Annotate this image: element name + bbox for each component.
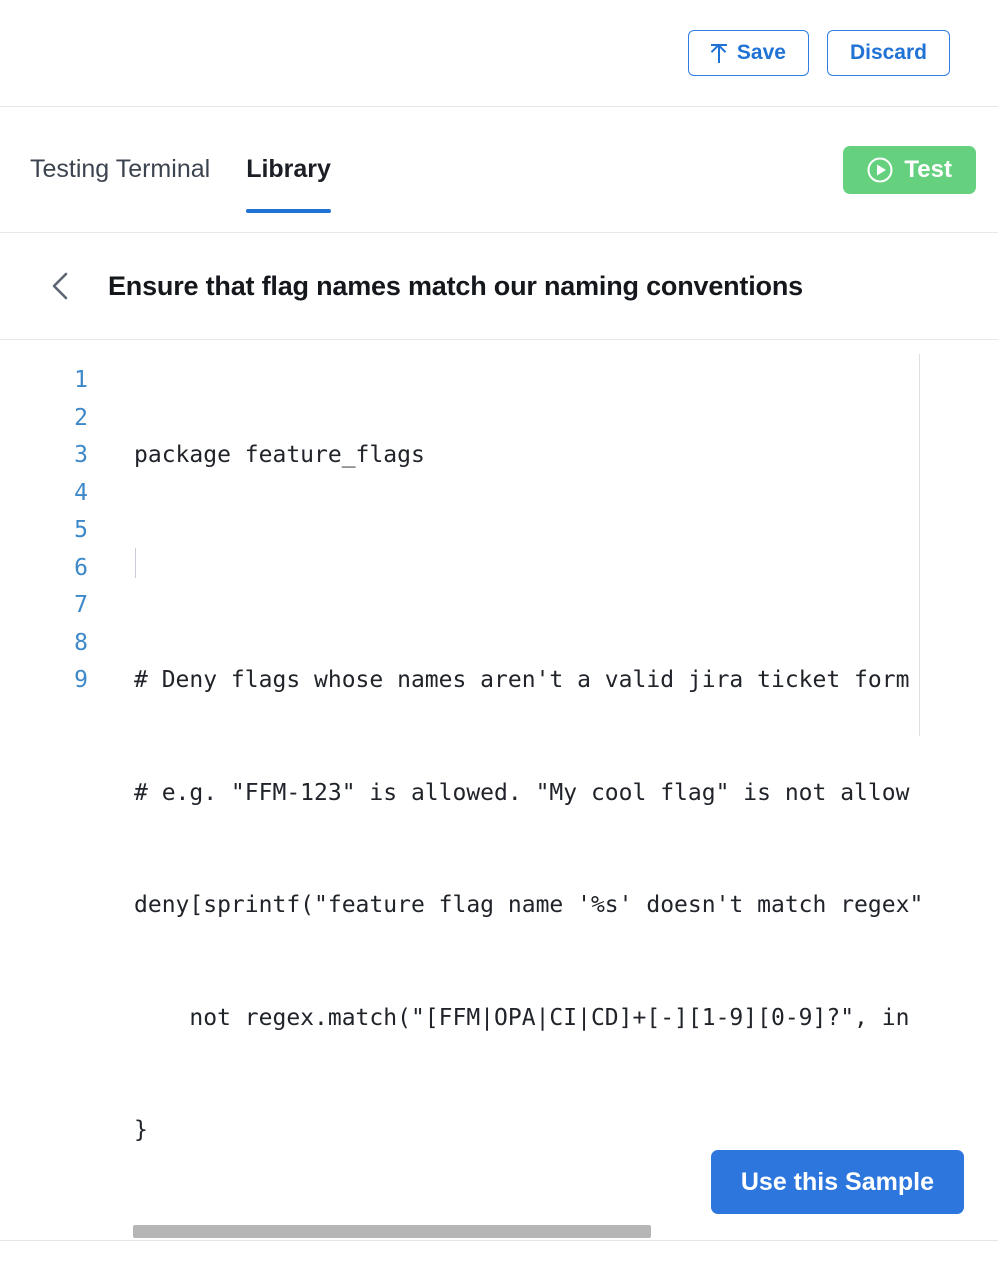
play-circle-icon [867,157,893,183]
page-title: Ensure that flag names match our naming conventions [108,270,803,301]
code-editor[interactable] [0,340,998,1240]
upload-arrow-icon [711,44,727,63]
code-line [134,550,923,588]
editor-content[interactable] [0,340,998,1240]
line-number: 3 [74,442,88,468]
code-line: } [134,1117,148,1143]
discard-button[interactable] [827,30,950,76]
code-line: # Deny flags whose names aren't a valid jira ticket form [134,667,910,693]
library-panel [0,106,998,1241]
code-line: deny[sprintf("feature flag name '%s' doesn't match regex" [134,892,924,918]
tab-library[interactable] [246,107,331,232]
sample-header [0,233,998,340]
horizontal-scrollbar-track[interactable] [0,1222,998,1240]
horizontal-scrollbar-thumb[interactable] [133,1225,651,1238]
indent-guide [135,548,136,578]
test-button[interactable] [843,146,976,194]
tab-library-label: Library [246,155,331,183]
line-number: 5 [74,517,88,543]
editor-code[interactable] [88,362,923,1240]
tab-testing-terminal-label: Testing Terminal [30,155,211,183]
top-action-bar [0,0,998,106]
editor-gutter [0,362,88,1240]
use-this-sample-label: Use this Sample [740,1167,934,1196]
line-number: 1 [74,367,88,393]
use-this-sample-button[interactable] [711,1150,964,1214]
line-number: 2 [74,404,88,431]
tab-testing-terminal[interactable] [30,107,210,232]
discard-button-label: Discard [849,41,927,64]
code-line: package feature_flags [134,442,425,468]
save-button-label: Save [736,41,786,64]
chevron-left-icon[interactable] [48,270,74,302]
panel-tabbar [0,107,998,233]
test-button-label: Test [904,155,952,183]
line-number: 8 [74,629,88,656]
line-number: 4 [74,479,88,506]
editor-fold-line [919,354,920,736]
code-line: not regex.match("[FFM|OPA|CI|CD]+[-][1-9][0-9]?", in [134,1004,910,1031]
save-button[interactable] [688,30,809,76]
line-number: 7 [74,592,88,618]
line-number: 6 [74,554,88,581]
code-line: # e.g. "FFM-123" is allowed. "My cool flag" is not allow [134,779,910,806]
line-number: 9 [74,667,88,693]
